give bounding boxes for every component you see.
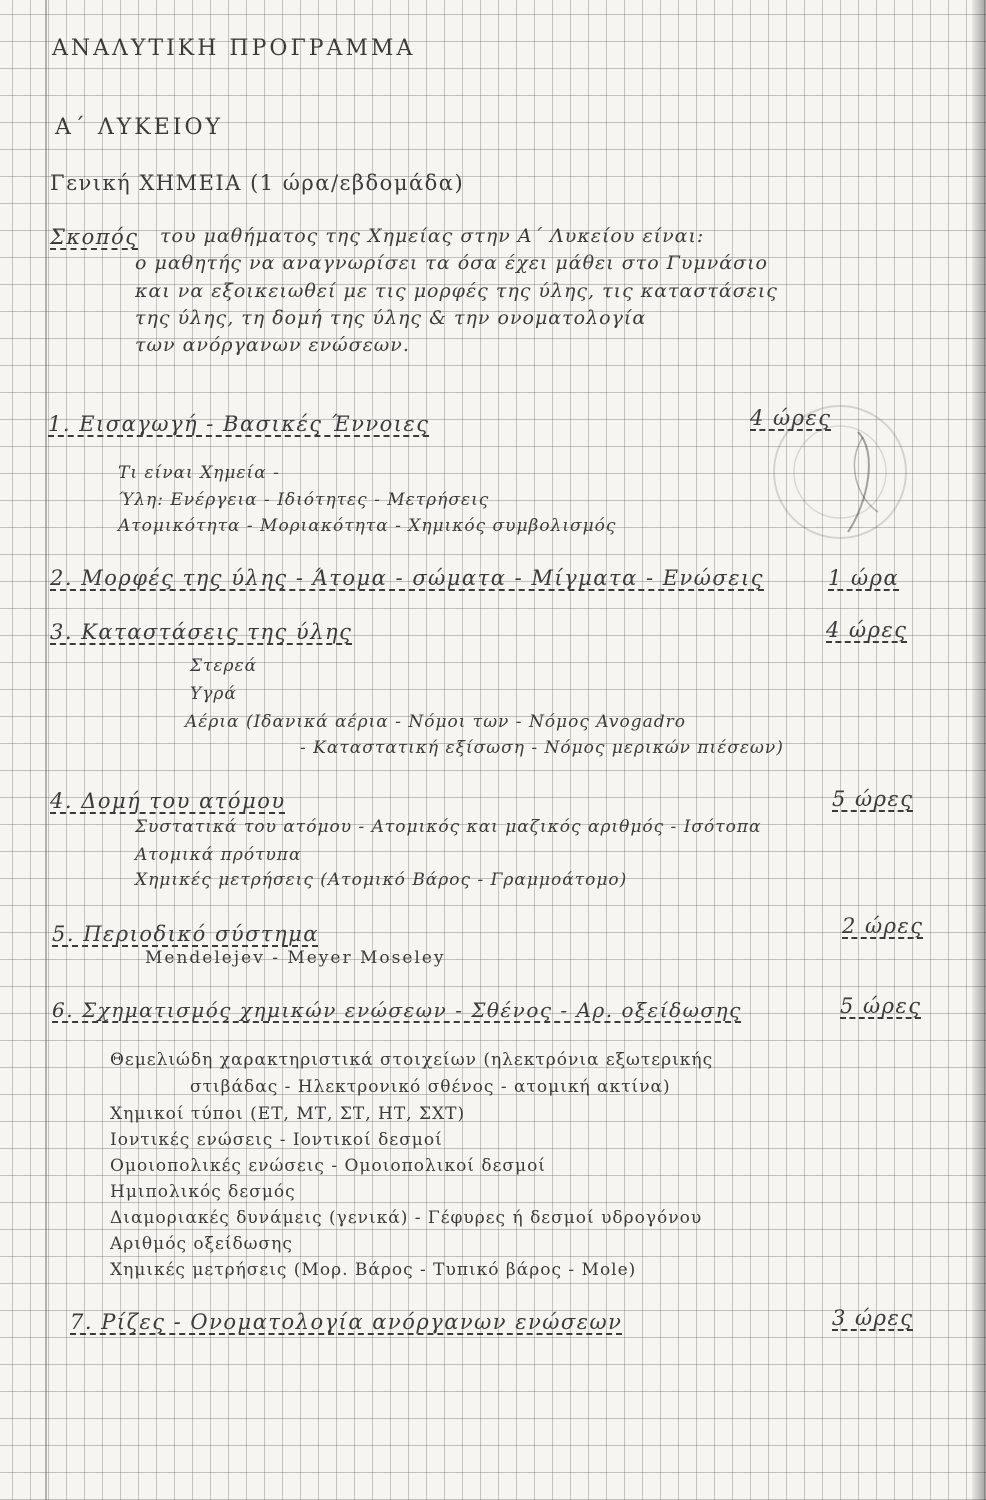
section-item: Υγρά bbox=[190, 684, 237, 704]
section-hours: 4 ώρες bbox=[750, 406, 832, 430]
section-item: Θεμελιώδη χαρακτηριστικά στοιχείων (ηλεκτρόνια εξωτερικής bbox=[110, 1050, 714, 1070]
section-title: 4. Δομή του ατόμου bbox=[50, 789, 286, 813]
section-item: Συστατικά του ατόμου - Ατομικός και μαζικός αριθμός - Ισότοπα bbox=[135, 817, 762, 837]
section-item: Στερεά bbox=[190, 656, 258, 676]
section-hours: 5 ώρες bbox=[840, 994, 922, 1018]
section-title: 6. Σχηματισμός χημικών ενώσεων - Σθένος - Αρ. οξείδωσης bbox=[52, 998, 742, 1022]
section-item: Αριθμός οξείδωσης bbox=[110, 1234, 293, 1254]
section-item: Ύλη: Ενέργεια - Ιδιότητες - Μετρήσεις bbox=[118, 490, 490, 510]
ink-stamp-icon bbox=[728, 392, 918, 542]
section-hours: 2 ώρες bbox=[842, 914, 924, 938]
section-item: Ομοιοπολικές ενώσεις - Ομοιοπολικοί δεσμοί bbox=[110, 1156, 546, 1176]
page-title: ΑΝΑΛΥΤΙΚΗ ΠΡΟΓΡΑΜΜΑ bbox=[52, 36, 416, 61]
section-item: Αέρια (Ιδανικά αέρια - Νόμοι των - Νόμος Avogadro bbox=[185, 712, 686, 732]
class-heading: Α΄ ΛΥΚΕΙΟΥ bbox=[55, 115, 224, 140]
page-margin-line bbox=[45, 0, 47, 1500]
section-item: Χημικές μετρήσεις (Ατομικό Βάρος - Γραμμοάτομο) bbox=[135, 870, 628, 890]
section-hours: 5 ώρες bbox=[832, 787, 914, 811]
section-title: 3. Καταστάσεις της ύλης bbox=[50, 620, 353, 644]
section-item: - Καταστατική εξίσωση - Νόμος μερικών πιέσεων) bbox=[300, 738, 784, 758]
section-hours: 3 ώρες bbox=[832, 1306, 914, 1330]
section-title: 7. Ρίζες - Ονοματολογία ανόργανων ενώσεων bbox=[70, 1310, 623, 1334]
goal-line: του μαθήματος της Χημείας στην Α΄ Λυκείου είναι: bbox=[160, 225, 705, 247]
section-title: 2. Μορφές της ύλης - Άτομα - σώματα - Μίγματα - Ενώσεις bbox=[50, 566, 765, 590]
section-item: Τι είναι Χημεία - bbox=[118, 463, 280, 483]
section-item: Ιοντικές ενώσεις - Ιοντικοί δεσμοί bbox=[110, 1130, 443, 1150]
section-item: Ατομικά πρότυπα bbox=[135, 845, 302, 865]
section-hours: 1 ώρα bbox=[828, 566, 900, 590]
goal-line: και να εξοικειωθεί με τις μορφές της ύλης, τις καταστάσεις bbox=[135, 280, 778, 302]
section-hours: 4 ώρες bbox=[826, 618, 908, 642]
section-item: στιβάδας - Ηλεκτρονικό σθένος - ατομική ακτίνα) bbox=[190, 1077, 671, 1097]
section-item: Χημικοί τύποι (ΕΤ, ΜΤ, ΣΤ, ΗΤ, ΣΧΤ) bbox=[110, 1104, 466, 1124]
section-item: Διαμοριακές δυνάμεις (γενικά) - Γέφυρες ή δεσμοί υδρογόνου bbox=[110, 1208, 703, 1228]
section-item: Ημιπολικός δεσμός bbox=[110, 1182, 296, 1202]
goal-line: των ανόργανων ενώσεων. bbox=[135, 334, 410, 356]
section-item: Χημικές μετρήσεις (Μορ. Βάρος - Τυπικό βάρος - Mole) bbox=[110, 1260, 637, 1280]
section-title: 5. Περιοδικό σύστημα bbox=[52, 922, 319, 946]
section-item: Mendelejev - Meyer Moseley bbox=[145, 948, 446, 968]
page-edge-shadow bbox=[972, 0, 986, 1500]
goal-line: της ύλης, τη δομή της ύλης & την ονοματολογία bbox=[135, 307, 647, 329]
section-title: 1. Εισαγωγή - Βασικές Έννοιες bbox=[48, 412, 430, 436]
subject-heading: Γενική ΧΗΜΕΙΑ (1 ώρα/εβδομάδα) bbox=[50, 171, 465, 195]
section-item: Ατομικότητα - Μοριακότητα - Χημικός συμβολισμός bbox=[118, 516, 617, 536]
goal-line: ο μαθητής να αναγνωρίσει τα όσα έχει μάθει στο Γυμνάσιο bbox=[135, 252, 768, 274]
goal-label: Σκοπός bbox=[50, 225, 139, 249]
